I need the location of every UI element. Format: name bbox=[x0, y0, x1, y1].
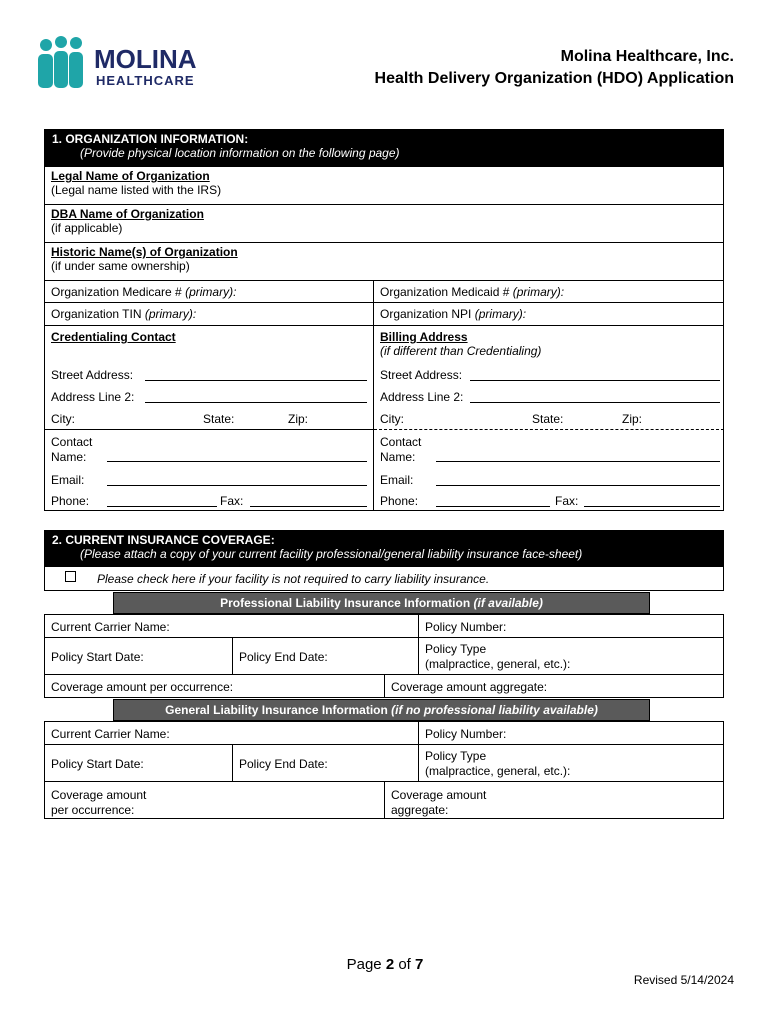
prof-carrier-field[interactable]: Current Carrier Name: bbox=[51, 620, 170, 634]
section1-header bbox=[44, 129, 724, 167]
bill-address2-label: Address Line 2: bbox=[380, 390, 464, 404]
gen-bar-label: General Liability Insurance Information bbox=[165, 703, 388, 717]
medicare-label: Organization Medicare # bbox=[51, 285, 182, 299]
medicare-hint: (primary): bbox=[185, 285, 237, 299]
cred-phone-label: Phone: bbox=[51, 494, 90, 508]
prof-cov-aggregate-field[interactable]: Coverage amount aggregate: bbox=[391, 680, 548, 694]
cred-name-word: Name: bbox=[51, 450, 87, 464]
npi-label: Organization NPI bbox=[380, 307, 472, 321]
bill-phone-label: Phone: bbox=[380, 494, 419, 508]
page-total: 7 bbox=[415, 956, 424, 973]
no-liability-checkbox[interactable] bbox=[65, 571, 76, 582]
bill-fax-input[interactable] bbox=[584, 506, 720, 507]
medicaid-hint: (primary): bbox=[512, 285, 565, 299]
billing-hint: (if different than Credentialing) bbox=[380, 344, 542, 358]
bill-street-input[interactable] bbox=[470, 380, 720, 381]
cred-contact-name-input[interactable] bbox=[107, 461, 367, 462]
bill-street-label: Street Address: bbox=[380, 368, 463, 382]
gen-carrier-field[interactable]: Current Carrier Name: bbox=[51, 727, 170, 741]
legal-name-hint: (Legal name listed with the IRS) bbox=[51, 183, 222, 197]
bill-address2-input[interactable] bbox=[470, 402, 720, 403]
medicare-field[interactable] bbox=[44, 283, 374, 303]
section2-header bbox=[44, 530, 724, 567]
npi-hint: (primary): bbox=[474, 307, 527, 321]
logo-text-top: MOLINA bbox=[94, 44, 197, 74]
cred-fax-input[interactable] bbox=[250, 506, 367, 507]
bill-contact-word: Contact bbox=[380, 435, 422, 449]
gen-bar-hint: (if no professional liability available) bbox=[391, 703, 598, 717]
page-of: of bbox=[398, 956, 411, 973]
billing-address-heading bbox=[373, 328, 713, 360]
bill-city-label: City: bbox=[380, 412, 404, 426]
cred-email-input[interactable] bbox=[107, 485, 367, 486]
page-prefix: Page bbox=[346, 956, 382, 973]
prof-cov-occurrence-field[interactable]: Coverage amount per occurrence: bbox=[51, 680, 234, 694]
cred-street-label: Street Address: bbox=[51, 368, 134, 382]
logo-text-bottom: HEALTHCARE bbox=[96, 73, 195, 88]
gen-policy-number-field[interactable]: Policy Number: bbox=[425, 727, 507, 741]
gen-cov-amount-agg-label: Coverage amount bbox=[391, 788, 487, 802]
prof-start-date-field[interactable]: Policy Start Date: bbox=[51, 650, 144, 664]
cred-phone-input[interactable] bbox=[107, 506, 217, 507]
cred-fax-label: Fax: bbox=[220, 494, 244, 508]
gen-per-occurrence-label: per occurrence: bbox=[51, 803, 135, 817]
medicaid-label: Organization Medicaid # bbox=[380, 285, 510, 299]
company-name: Molina Healthcare, Inc. bbox=[560, 48, 734, 65]
section2-title: 2. CURRENT INSURANCE COVERAGE: bbox=[52, 533, 275, 547]
prof-bar-hint: (if available) bbox=[473, 596, 543, 610]
cred-contact-name-label bbox=[44, 433, 99, 467]
historic-hint: (if under same ownership) bbox=[51, 259, 190, 273]
tin-field[interactable] bbox=[44, 305, 374, 325]
bill-phone-input[interactable] bbox=[436, 506, 550, 507]
cred-contact-word: Contact bbox=[51, 435, 93, 449]
section1-subtitle: (Provide physical location information on the following page) bbox=[80, 146, 400, 160]
bill-email-label: Email: bbox=[380, 473, 414, 487]
prof-bar-label: Professional Liability Insurance Information bbox=[220, 596, 471, 610]
people-icon bbox=[36, 36, 100, 92]
medicaid-field[interactable] bbox=[373, 283, 723, 303]
molina-logo bbox=[36, 36, 216, 92]
page-number bbox=[0, 956, 770, 973]
gen-policy-type-label: Policy Type bbox=[425, 749, 487, 763]
npi-field[interactable] bbox=[373, 305, 723, 325]
gen-cov-aggregate-field[interactable] bbox=[384, 786, 493, 820]
cred-address2-label: Address Line 2: bbox=[51, 390, 135, 404]
bill-fax-label: Fax: bbox=[555, 494, 579, 508]
billing-address-label: Billing Address bbox=[380, 330, 468, 344]
form-title: Health Delivery Organization (HDO) Application bbox=[374, 70, 734, 87]
no-liability-label: Please check here if your facility is not required to carry liability insurance. bbox=[97, 572, 490, 586]
cred-email-label: Email: bbox=[51, 473, 85, 487]
bill-email-input[interactable] bbox=[436, 485, 720, 486]
bill-contact-name-label bbox=[373, 433, 428, 467]
credentialing-contact-heading bbox=[44, 328, 364, 346]
section1-title: 1. ORGANIZATION INFORMATION: bbox=[52, 132, 249, 146]
page-current: 2 bbox=[385, 956, 395, 973]
historic-name-field[interactable] bbox=[44, 243, 724, 281]
header-title bbox=[375, 46, 734, 90]
gen-cov-amount-label: Coverage amount bbox=[51, 788, 147, 802]
legal-name-field[interactable] bbox=[44, 167, 724, 205]
cred-state-label: State: bbox=[203, 412, 235, 426]
prof-policy-number-field[interactable]: Policy Number: bbox=[425, 620, 507, 634]
cred-city-label: City: bbox=[51, 412, 75, 426]
gen-start-date-field[interactable]: Policy Start Date: bbox=[51, 757, 144, 771]
gen-policy-type-hint: (malpractice, general, etc.): bbox=[425, 764, 571, 778]
cred-contact-label: Credentialing Contact bbox=[51, 330, 176, 344]
professional-liability-bar bbox=[113, 592, 650, 614]
bill-name-word: Name: bbox=[380, 450, 416, 464]
prof-policy-type-label: Policy Type bbox=[425, 642, 487, 656]
gen-policy-type-field[interactable] bbox=[418, 747, 577, 781]
bill-zip-label: Zip: bbox=[622, 412, 643, 426]
tin-label: Organization TIN bbox=[51, 307, 142, 321]
dba-name-field[interactable] bbox=[44, 205, 724, 243]
prof-policy-type-field[interactable] bbox=[418, 640, 577, 674]
prof-policy-type-hint: (malpractice, general, etc.): bbox=[425, 657, 571, 671]
bill-state-label: State: bbox=[532, 412, 564, 426]
general-liability-bar bbox=[113, 699, 650, 721]
section2-subtitle: (Please attach a copy of your current facility professional/general liability insurance face-sheet) bbox=[80, 547, 583, 561]
gen-aggregate-label: aggregate: bbox=[391, 803, 449, 817]
bill-contact-name-input[interactable] bbox=[436, 461, 720, 462]
historic-name-label: Historic Name(s) of Organization bbox=[51, 245, 238, 259]
dba-name-label: DBA Name of Organization bbox=[51, 207, 204, 221]
revised-date: Revised 5/14/2024 bbox=[633, 973, 734, 987]
prof-end-date-field[interactable]: Policy End Date: bbox=[239, 650, 328, 664]
gen-cov-occurrence-field[interactable] bbox=[44, 786, 153, 820]
cred-zip-label: Zip: bbox=[288, 412, 309, 426]
legal-name-label: Legal Name of Organization bbox=[51, 169, 210, 183]
cred-street-input[interactable] bbox=[145, 380, 367, 381]
tin-hint: (primary): bbox=[144, 307, 197, 321]
cred-address2-input[interactable] bbox=[145, 402, 367, 403]
gen-end-date-field[interactable]: Policy End Date: bbox=[239, 757, 328, 771]
dba-hint: (if applicable) bbox=[51, 221, 123, 235]
